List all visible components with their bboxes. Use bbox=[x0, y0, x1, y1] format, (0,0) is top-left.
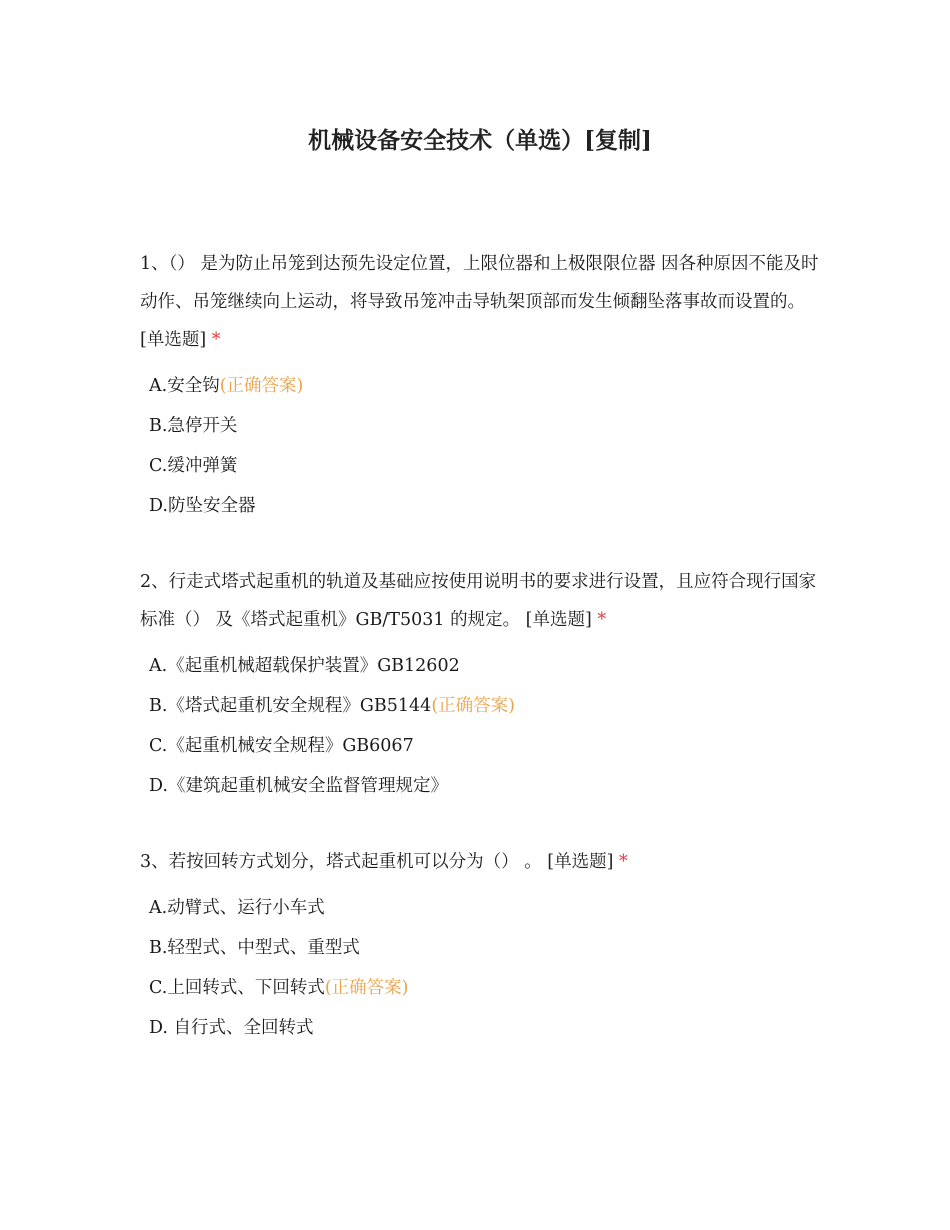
question-text: 1、（） 是为防止吊笼到达预先设定位置，上限位器和上极限限位器 因各种原因不能及时动作、吊笼继续向上运动，将导致吊笼冲击导轨架顶部而发生倾翻坠落事故而设置的。 bbox=[140, 254, 819, 312]
question-stem bbox=[140, 563, 820, 639]
option-label: C.缓冲弹簧 bbox=[149, 456, 238, 476]
option-label: B.急停开关 bbox=[149, 416, 238, 436]
question-type-tag: [单选题] bbox=[140, 330, 207, 350]
question-3 bbox=[140, 843, 820, 1048]
title-text: 机械设备安全技术（单选） bbox=[308, 127, 585, 155]
option-c[interactable] bbox=[140, 726, 820, 766]
page-title bbox=[0, 123, 950, 159]
option-c[interactable] bbox=[140, 968, 820, 1008]
option-b[interactable] bbox=[140, 686, 820, 726]
option-c[interactable] bbox=[140, 446, 820, 486]
question-text: 3、若按回转方式划分，塔式起重机可以分为（） 。 bbox=[140, 852, 542, 872]
option-label: D. 自行式、全回转式 bbox=[149, 1018, 314, 1038]
option-label: D.《建筑起重机械安全监督管理规定》 bbox=[149, 776, 448, 796]
option-label: B.轻型式、中型式、重型式 bbox=[149, 938, 360, 958]
option-label: C.上回转式、下回转式 bbox=[149, 978, 325, 998]
option-a[interactable] bbox=[140, 888, 820, 928]
option-d[interactable] bbox=[140, 1008, 820, 1048]
option-label: B.《塔式起重机安全规程》GB5144 bbox=[149, 696, 432, 716]
option-list bbox=[140, 888, 820, 1048]
required-mark: * bbox=[597, 610, 607, 630]
option-list bbox=[140, 646, 820, 806]
question-text: 2、行走式塔式起重机的轨道及基础应按使用说明书的要求进行设置，且应符合现行国家标准（） 及《塔式起重机》GB/T5031 的规定。 bbox=[140, 572, 817, 630]
question-type-tag: [单选题] bbox=[525, 610, 592, 630]
question-stem bbox=[140, 843, 820, 881]
option-label: D.防坠安全器 bbox=[149, 496, 256, 516]
option-d[interactable] bbox=[140, 766, 820, 806]
question-1 bbox=[140, 245, 820, 526]
option-d[interactable] bbox=[140, 486, 820, 526]
copy-tag: [复制] bbox=[584, 127, 652, 155]
required-mark: * bbox=[619, 852, 628, 872]
correct-answer-tag: (正确答案) bbox=[219, 376, 304, 396]
required-mark: * bbox=[211, 330, 221, 350]
question-2 bbox=[140, 563, 820, 806]
option-label: C.《起重机械安全规程》GB6067 bbox=[149, 736, 414, 756]
option-label: A.动臂式、运行小车式 bbox=[149, 898, 325, 918]
option-label: A.安全钩 bbox=[149, 376, 220, 396]
correct-answer-tag: (正确答案) bbox=[431, 696, 515, 716]
option-label: A.《起重机械超载保护装置》GB12602 bbox=[149, 656, 460, 676]
option-a[interactable] bbox=[140, 366, 820, 406]
question-type-tag: [单选题] bbox=[547, 852, 614, 872]
option-b[interactable] bbox=[140, 928, 820, 968]
correct-answer-tag: (正确答案) bbox=[324, 978, 409, 998]
option-b[interactable] bbox=[140, 406, 820, 446]
option-a[interactable] bbox=[140, 646, 820, 686]
option-list bbox=[140, 366, 820, 526]
question-stem bbox=[140, 245, 820, 359]
